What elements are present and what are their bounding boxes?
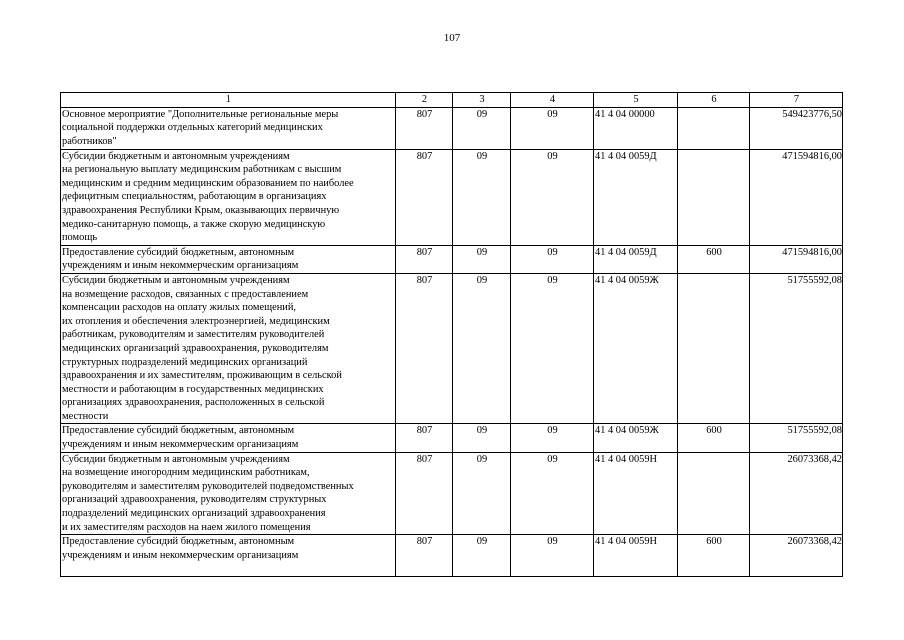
row-code-2: 807 [396,107,453,149]
row-amount: 51755592,08 [750,424,843,452]
table-row [61,424,843,452]
table-header-row [61,93,843,108]
row-target-code: 41 4 04 0059Н [594,535,678,577]
table-row [61,149,843,245]
row-target-code: 41 4 04 0059Ж [594,273,678,424]
header-col-7: 7 [750,93,843,108]
row-code-3: 09 [453,245,511,273]
row-code-4: 09 [511,245,594,273]
row-code-4: 09 [511,149,594,245]
row-code-4: 09 [511,273,594,424]
header-col-4: 4 [511,93,594,108]
row-code-3: 09 [453,452,511,535]
row-target-code: 41 4 04 0059Ж [594,424,678,452]
row-target-code: 41 4 04 0059Н [594,452,678,535]
row-amount: 26073368,42 [750,452,843,535]
header-col-5: 5 [594,93,678,108]
row-expense-type: 600 [678,535,750,577]
row-description: Основное мероприятие "Дополнительные региональные меры социальной поддержки отдельных категорий медицинских работников" [61,107,396,149]
table-row [61,535,843,577]
row-expense-type: 600 [678,424,750,452]
row-code-2: 807 [396,273,453,424]
page-number: 107 [443,32,461,44]
row-amount: 471594816,00 [750,149,843,245]
header-col-6: 6 [678,93,750,108]
header-col-2: 2 [396,93,453,108]
row-code-2: 807 [396,245,453,273]
row-code-4: 09 [511,107,594,149]
row-code-3: 09 [453,273,511,424]
row-description: Субсидии бюджетным и автономным учреждениям на возмещение иногородним медицинским работникам, руководителям и заместителям руководителей подведомственных организаций здравоохранения, руководителям структурных подразделений медицинских организаций здравоохранения и их заместителям расходов на наем жилого помещения [61,452,396,535]
row-amount: 549423776,50 [750,107,843,149]
table-row [61,245,843,273]
budget-table [60,92,843,577]
row-code-3: 09 [453,149,511,245]
row-description: Субсидии бюджетным и автономным учреждениям на возмещение расходов, связанных с предоставлением компенсации расходов на оплату жилых помещений, их отопления и обеспечения электроэнергией, медицинским работникам, руководителям и заместителям руководителей медицинских организаций здравоохранения, руководителям структурных подразделений медицинских организаций здравоохранения и их заместителям, проживающим в сельской местности и работающим в государственных медицинских организациях здравоохранения, расположенных в сельской местности [61,273,396,424]
row-expense-type [678,107,750,149]
row-code-4: 09 [511,452,594,535]
table-row [61,107,843,149]
row-code-3: 09 [453,424,511,452]
row-target-code: 41 4 04 00000 [594,107,678,149]
table-row [61,273,843,424]
row-expense-type [678,149,750,245]
row-code-4: 09 [511,424,594,452]
row-description: Субсидии бюджетным и автономным учреждениям на региональную выплату медицинским работникам с высшим медицинским и средним медицинским образованием по наиболее дефицитным специальностям, работающим в организациях здравоохранения Республики Крым, оказывающих первичную медико-санитарную помощь, а также скорую медицинскую помощь [61,149,396,245]
row-amount: 26073368,42 [750,535,843,577]
row-code-2: 807 [396,424,453,452]
row-target-code: 41 4 04 0059Д [594,245,678,273]
row-amount: 471594816,00 [750,245,843,273]
row-expense-type [678,452,750,535]
row-expense-type: 600 [678,245,750,273]
row-amount: 51755592,08 [750,273,843,424]
row-expense-type [678,273,750,424]
row-code-2: 807 [396,452,453,535]
row-code-2: 807 [396,149,453,245]
row-code-2: 807 [396,535,453,577]
row-code-3: 09 [453,107,511,149]
row-description: Предоставление субсидий бюджетным, автономным учреждениям и иным некоммерческим организациям [61,535,396,577]
table-row [61,452,843,535]
row-code-4: 09 [511,535,594,577]
row-description: Предоставление субсидий бюджетным, автономным учреждениям и иным некоммерческим организациям [61,245,396,273]
header-col-1: 1 [61,93,396,108]
row-description: Предоставление субсидий бюджетным, автономным учреждениям и иным некоммерческим организациям [61,424,396,452]
row-target-code: 41 4 04 0059Д [594,149,678,245]
row-code-3: 09 [453,535,511,577]
header-col-3: 3 [453,93,511,108]
